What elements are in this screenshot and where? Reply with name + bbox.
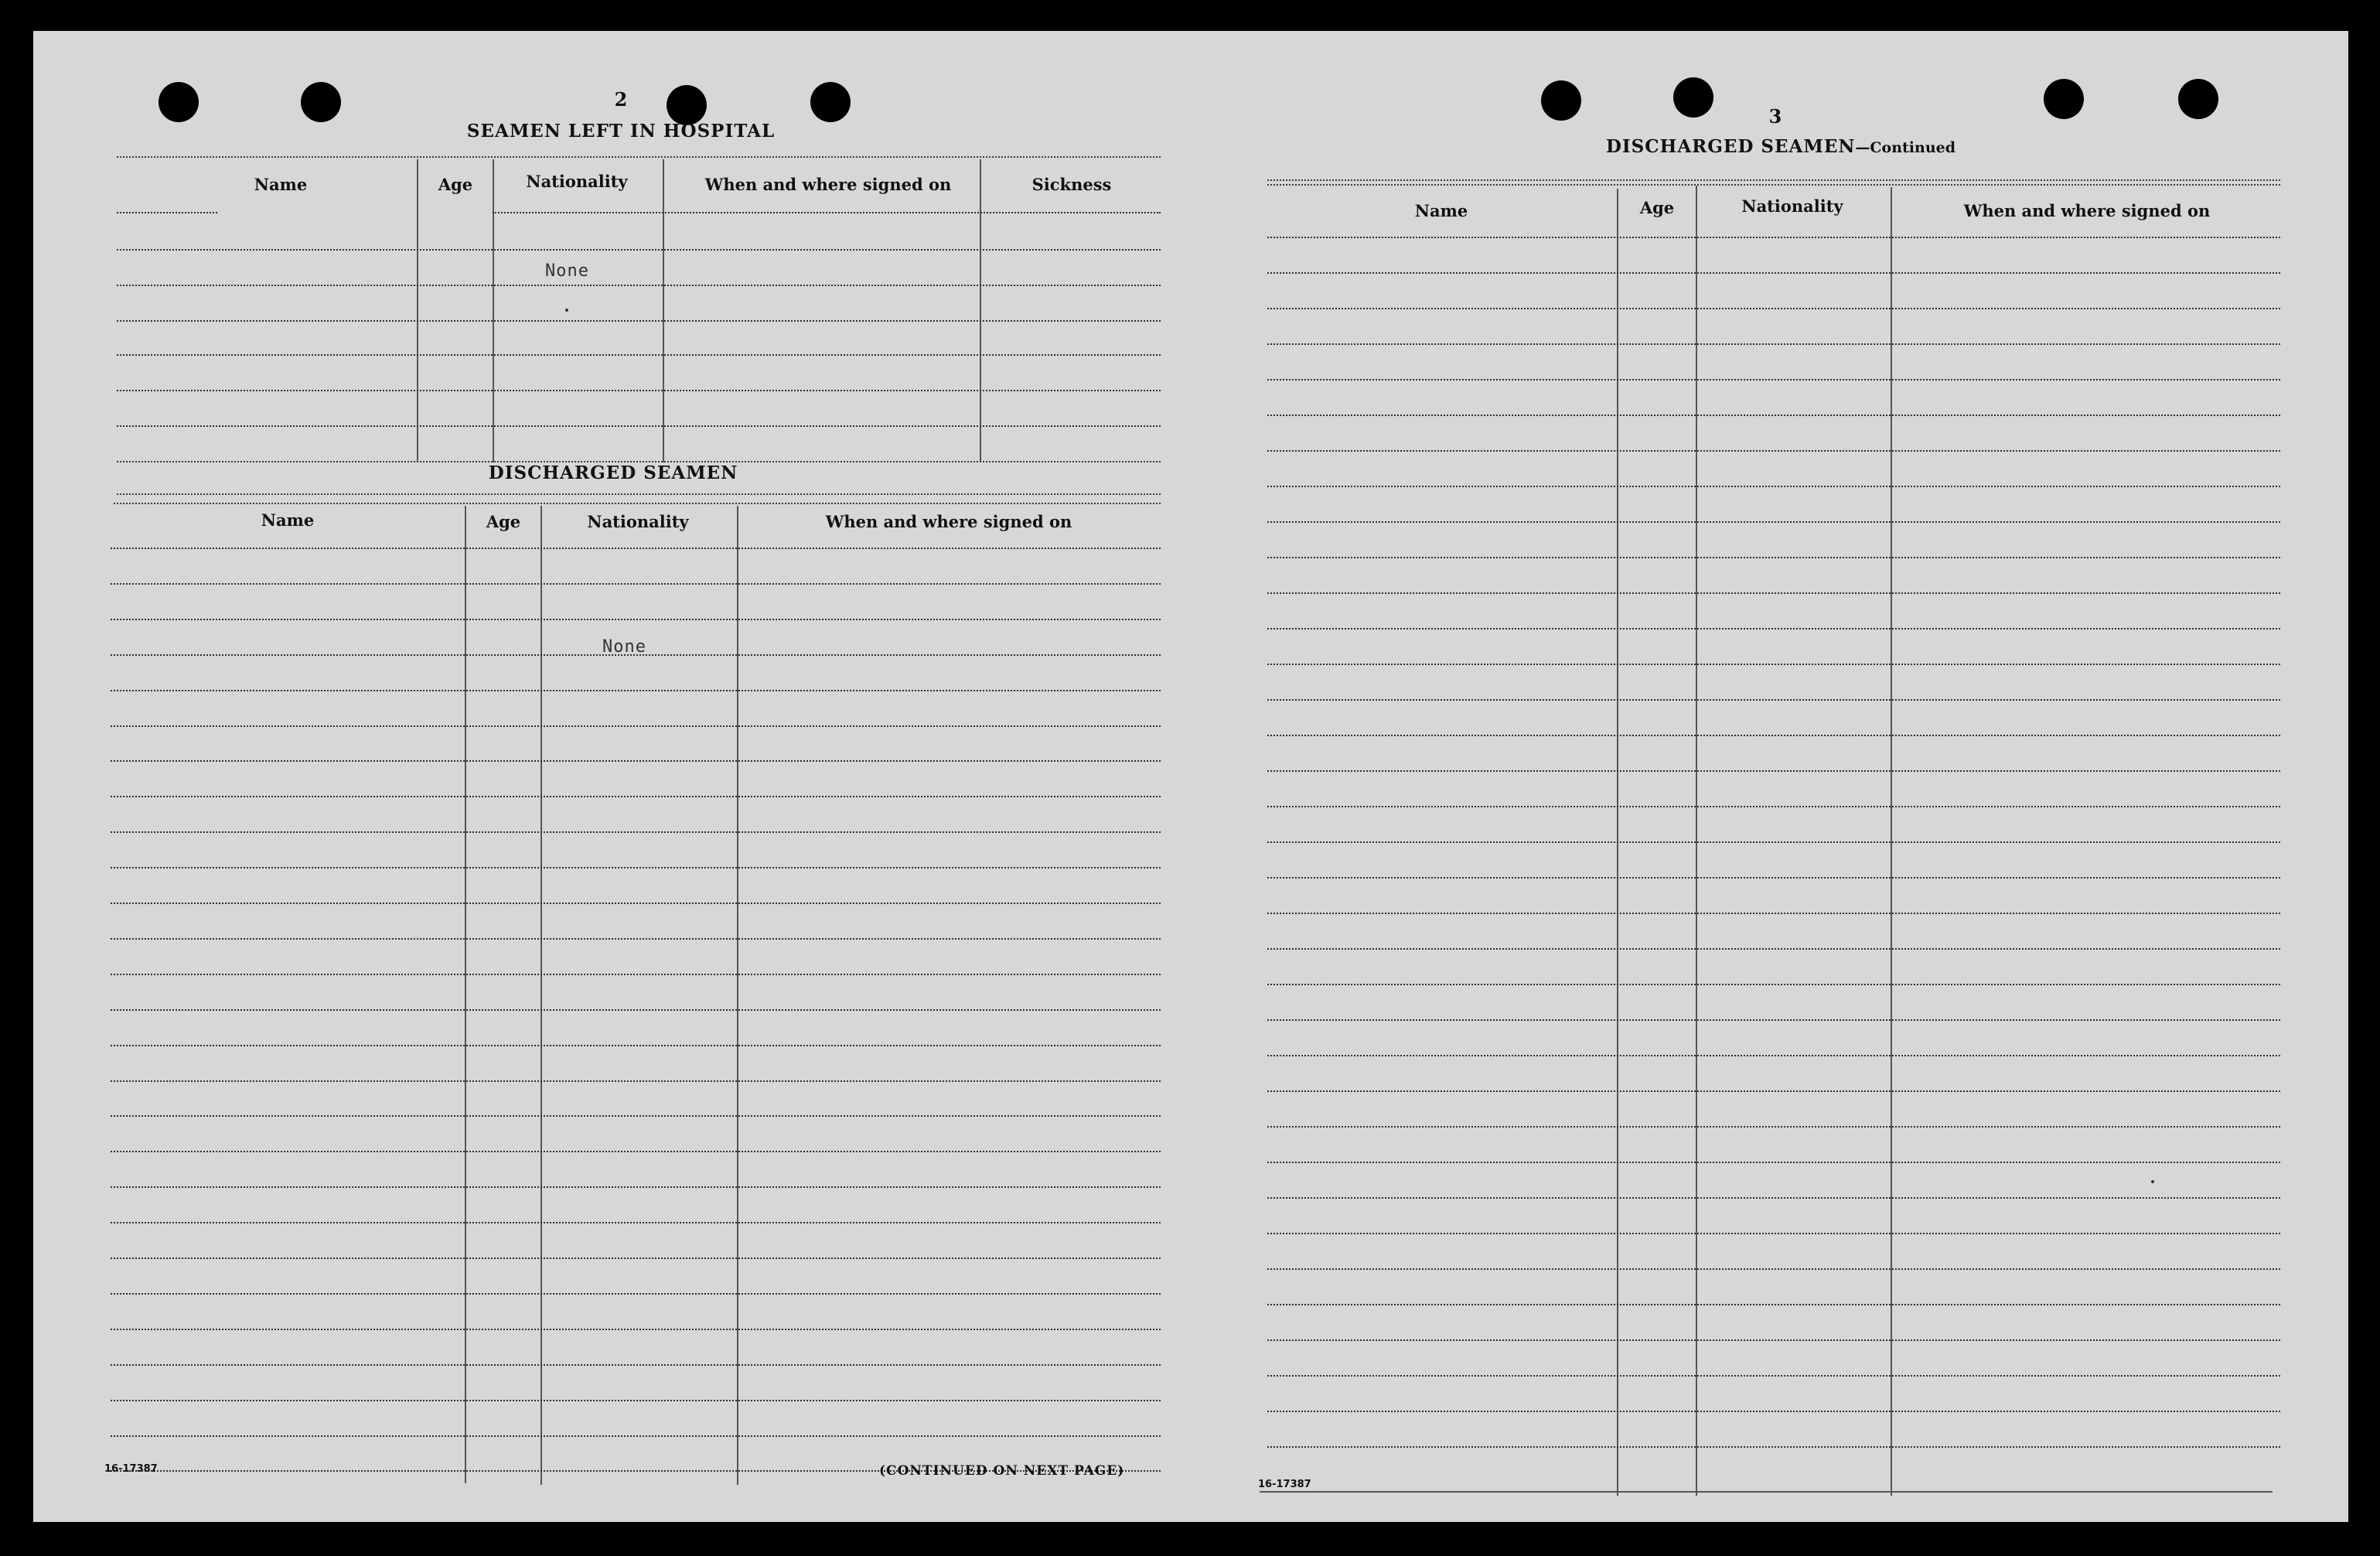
column-header-age: Age xyxy=(438,175,473,194)
page-number: 2 xyxy=(614,88,628,111)
ruled-row-line xyxy=(1267,628,2280,630)
ruled-row-line xyxy=(111,903,1161,904)
punch-hole xyxy=(159,82,199,122)
hospital-typed-entry: None xyxy=(545,261,589,281)
ruled-row-line xyxy=(111,548,1161,549)
punch-hole xyxy=(667,85,707,125)
ruled-row-line xyxy=(1267,379,2280,380)
ruled-row-line xyxy=(1267,1375,2280,1377)
column-header-nationality: Nationality xyxy=(587,512,689,531)
column-header-nationality: Nationality xyxy=(1741,196,1843,216)
ruled-row-line xyxy=(1267,308,2280,309)
ruled-row-line xyxy=(111,760,1161,762)
form-number: 16-17387 xyxy=(104,1463,158,1475)
column-header-age: Age xyxy=(1639,198,1675,217)
ruled-row-line xyxy=(1267,1411,2280,1412)
column-divider xyxy=(465,506,466,1483)
form-number: 16-17387 xyxy=(1258,1479,1311,1490)
punch-hole xyxy=(1673,77,1713,118)
punch-hole xyxy=(2178,79,2218,119)
section-rule xyxy=(117,493,1161,495)
column-header-name: Name xyxy=(1414,201,1468,220)
hospital-row-line xyxy=(117,285,1161,286)
ruled-row-line xyxy=(1267,1339,2280,1341)
ruled-row-line xyxy=(1267,806,2280,807)
hospital-row-line xyxy=(117,425,1161,427)
column-divider xyxy=(417,159,418,462)
ruled-row-line xyxy=(1267,1055,2280,1056)
ruled-row-line xyxy=(1267,450,2280,452)
discharged-section-title: DISCHARGED SEAMEN xyxy=(488,462,738,483)
ruled-row-line xyxy=(111,1151,1161,1152)
ruled-row-line xyxy=(1267,521,2280,523)
hospital-row-line xyxy=(117,390,1161,391)
ruled-row-line xyxy=(1267,948,2280,950)
ruled-row-line xyxy=(1267,841,2280,843)
ruled-row-line xyxy=(1267,1268,2280,1270)
ruled-row-line xyxy=(1267,415,2280,416)
ruled-row-line xyxy=(1267,913,2280,914)
ruled-row-line xyxy=(1267,343,2280,345)
ruled-row-line xyxy=(111,1115,1161,1117)
hospital-row-line xyxy=(117,212,217,213)
ruled-row-line xyxy=(111,974,1161,975)
ruled-row-line xyxy=(1267,1197,2280,1199)
column-divider xyxy=(493,159,494,462)
ruled-row-line xyxy=(111,1364,1161,1366)
ink-dot xyxy=(565,309,568,312)
ruled-row-line xyxy=(111,1400,1161,1401)
continued-title-main: DISCHARGED SEAMEN xyxy=(1605,136,1856,157)
section-rule xyxy=(114,503,1161,504)
ruled-row-line xyxy=(111,583,1161,585)
ruled-row-line xyxy=(1267,486,2280,487)
column-divider xyxy=(1696,186,1697,1496)
ruled-row-line xyxy=(111,690,1161,691)
ruled-row-line xyxy=(111,725,1161,727)
column-divider xyxy=(540,506,542,1485)
ruled-row-line xyxy=(1267,1446,2280,1448)
ruled-row-line xyxy=(1267,1126,2280,1128)
column-header-age: Age xyxy=(486,512,521,531)
ruled-row-line xyxy=(1267,1019,2280,1021)
ruled-row-line xyxy=(111,1222,1161,1223)
column-header-signed-on: When and where signed on xyxy=(1963,201,2211,220)
ruled-row-line xyxy=(111,1329,1161,1330)
ruled-row-line xyxy=(1267,237,2280,238)
column-header-sickness: Sickness xyxy=(1031,175,1112,194)
ruled-row-line xyxy=(111,867,1161,868)
column-header-signed-on: When and where signed on xyxy=(825,512,1072,531)
continued-note: (CONTINUED ON NEXT PAGE) xyxy=(879,1463,1125,1479)
ink-dot xyxy=(2151,1180,2154,1183)
top-rule xyxy=(1267,179,2280,181)
ruled-row-line xyxy=(111,1257,1161,1259)
ruled-row-line xyxy=(1267,770,2280,772)
column-divider xyxy=(980,159,981,462)
ruled-row-line xyxy=(1267,984,2280,985)
hospital-row-line xyxy=(117,354,1161,356)
top-rule xyxy=(1267,184,2280,186)
ruled-row-line xyxy=(111,938,1161,940)
ruled-row-line xyxy=(111,1293,1161,1295)
page-number: 3 xyxy=(1768,105,1782,128)
ruled-row-line xyxy=(1267,735,2280,736)
hospital-row-line xyxy=(493,212,1161,213)
bottom-rule xyxy=(1260,1491,2273,1493)
ruled-row-line xyxy=(111,1045,1161,1046)
column-divider xyxy=(663,159,664,462)
ruled-row-line xyxy=(1267,1233,2280,1234)
continued-title-suffix: —Continued xyxy=(1855,139,1956,156)
column-header-name: Name xyxy=(254,175,308,194)
hospital-row-line xyxy=(117,249,1161,251)
hospital-section-title: SEAMEN LEFT IN HOSPITAL xyxy=(466,121,776,142)
ruled-row-line xyxy=(1267,699,2280,701)
ruled-row-line xyxy=(1267,1162,2280,1163)
ruled-row-line xyxy=(111,1080,1161,1082)
continued-section-title xyxy=(1564,136,1997,157)
hospital-row-line xyxy=(117,320,1161,322)
ruled-row-line xyxy=(1267,592,2280,594)
discharged-typed-entry: None xyxy=(602,637,646,657)
ruled-row-line xyxy=(111,1435,1161,1437)
ruled-row-line xyxy=(111,619,1161,620)
punch-hole xyxy=(810,82,851,122)
punch-hole xyxy=(2044,79,2084,119)
ruled-row-line xyxy=(1267,1090,2280,1092)
ruled-row-line xyxy=(1267,664,2280,665)
ruled-row-line xyxy=(1267,557,2280,558)
column-header-signed-on: When and where signed on xyxy=(704,175,952,194)
column-divider xyxy=(737,506,738,1485)
punch-hole xyxy=(1541,80,1581,121)
document-spread xyxy=(33,31,2348,1522)
ruled-row-line xyxy=(1267,877,2280,879)
punch-hole xyxy=(301,82,341,122)
ruled-row-line xyxy=(111,1009,1161,1011)
ruled-row-line xyxy=(111,796,1161,797)
ruled-row-line xyxy=(111,831,1161,833)
ruled-row-line xyxy=(1267,1304,2280,1305)
top-rule xyxy=(117,156,1161,158)
ruled-row-line xyxy=(1267,272,2280,274)
ruled-row-line xyxy=(111,1186,1161,1188)
column-header-nationality: Nationality xyxy=(526,172,628,191)
column-header-name: Name xyxy=(261,510,315,530)
